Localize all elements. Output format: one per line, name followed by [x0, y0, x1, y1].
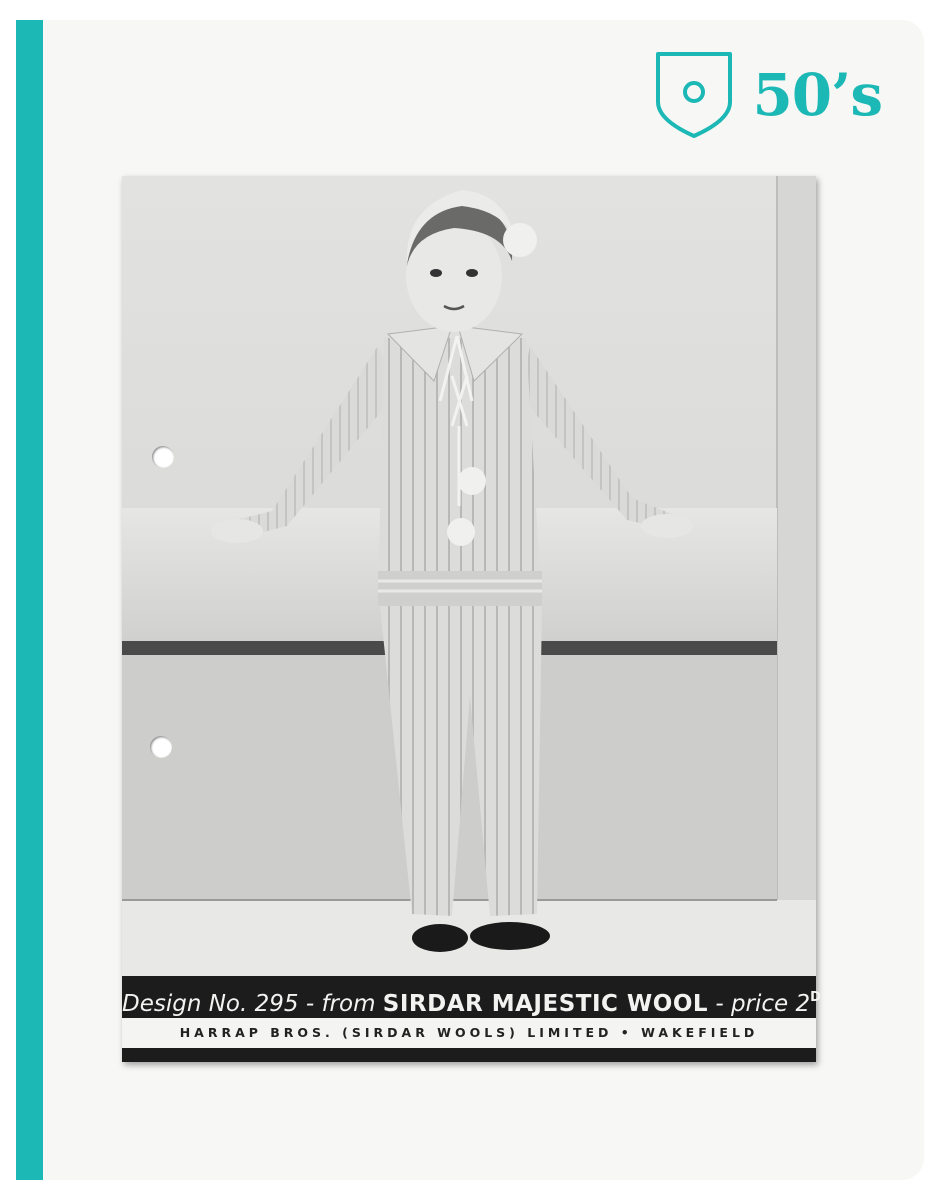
- shield-icon: [654, 50, 734, 140]
- price-text: - price 2: [715, 991, 811, 1017]
- caption-main-line: [122, 980, 821, 1022]
- brand-text: SIRDAR MAJESTIC WOOL: [382, 991, 709, 1017]
- pattern-card: [16, 20, 924, 1180]
- caption-band: [122, 976, 821, 1062]
- era-badge: [654, 50, 882, 140]
- publisher-line: HARRAP BROS. (SIRDAR WOOLS) LIMITED • WAKEFIELD: [122, 1018, 816, 1048]
- punch-hole-bottom: [150, 736, 172, 758]
- pattern-leaflet: [122, 176, 821, 1062]
- price-unit: D: [810, 990, 821, 1005]
- design-prefix: Design No.: [122, 991, 248, 1017]
- punch-hole-top: [152, 446, 174, 468]
- design-number: 295: [254, 991, 299, 1017]
- cover-photo: [122, 176, 816, 976]
- era-label: 50’s: [752, 61, 882, 129]
- accent-bar: [16, 20, 43, 1180]
- from-text: - from: [305, 991, 376, 1017]
